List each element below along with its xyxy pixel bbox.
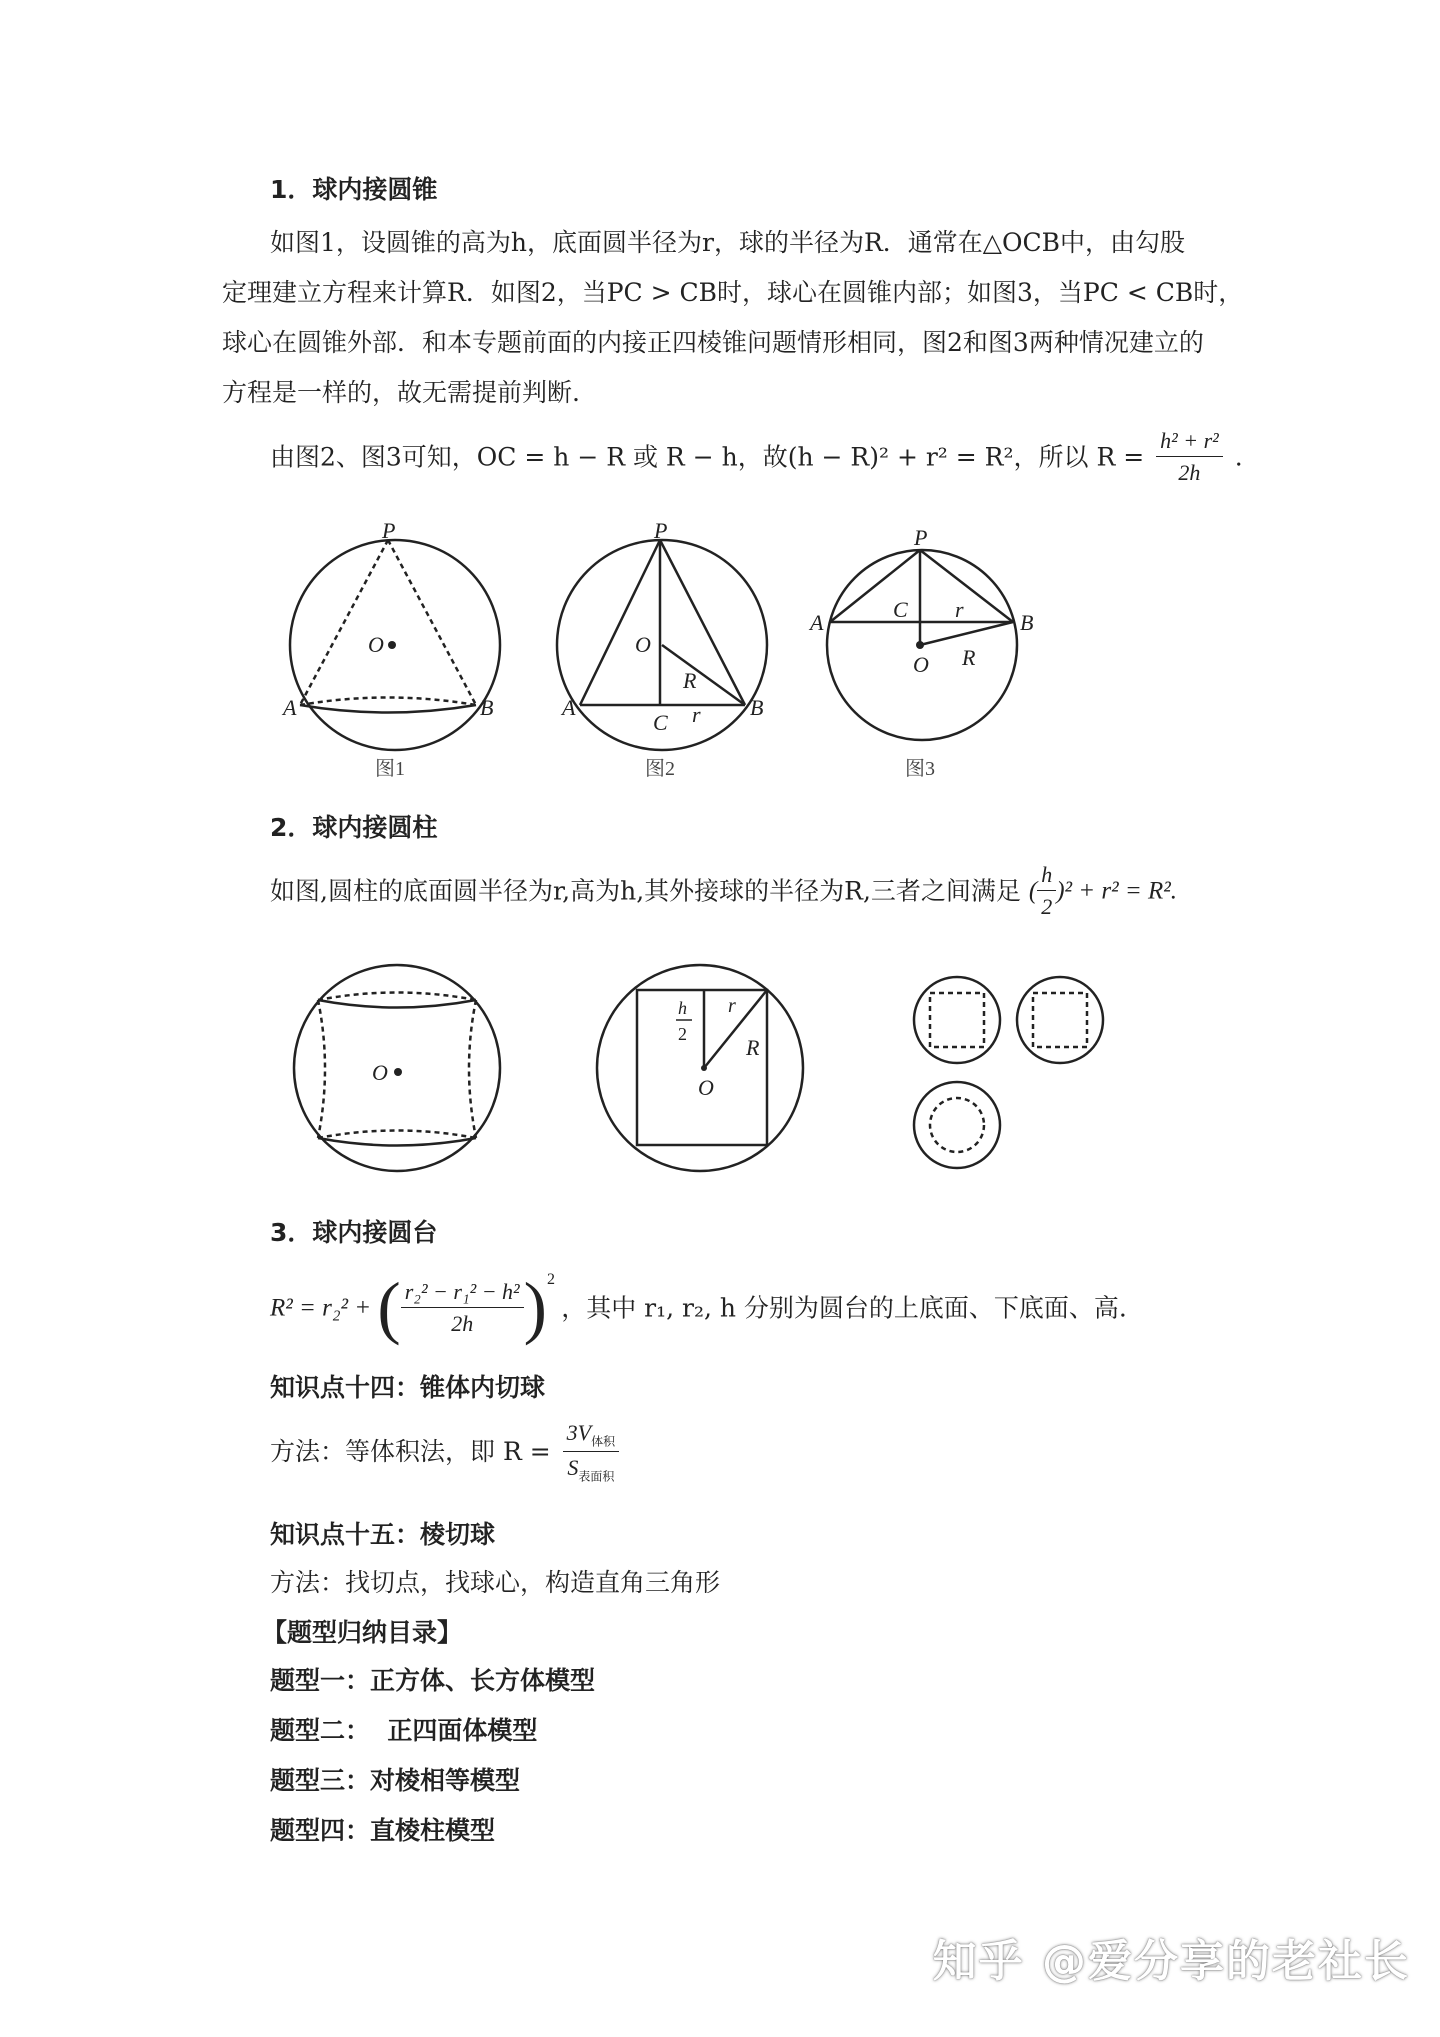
cylinder-figures	[280, 950, 1140, 1190]
fig2-radius	[662, 645, 745, 705]
fraction-numerator: h	[1037, 862, 1056, 891]
cyl-fig1-center-dot	[394, 1068, 402, 1076]
cyl-fig3-dashed-square-1	[930, 993, 984, 1047]
denominator-sub: 表面积	[578, 1469, 615, 1484]
formula-rest: )² + r² = R².	[1056, 877, 1178, 905]
fraction-numerator: h² + r²	[1156, 428, 1223, 457]
fraction-numerator: r₂² − r₁² − h²	[401, 1279, 524, 1308]
cyl-fig1-top-front	[318, 1000, 476, 1008]
cyl-fig1-right-side	[469, 1000, 476, 1138]
fig3-label-p: P	[914, 525, 928, 550]
cyl-fig2-label-two: 2	[678, 1024, 687, 1044]
cyl-fig2-label-o: O	[698, 1075, 714, 1100]
section-1-paragraph-line-3: 球心在圆锥外部．和本专题前面的内接正四棱锥问题情形相同，图2和图3两种情况建立的	[222, 328, 1204, 357]
fig3-label-r-lower: r	[955, 597, 964, 622]
fig3-label-a: A	[810, 610, 824, 635]
fig2-label-c: C	[653, 710, 668, 735]
catalog-item-2: 题型二： 正四面体模型	[270, 1716, 538, 1745]
formula-square-exponent: 2	[546, 1271, 555, 1288]
cyl-fig1-bottom-back	[318, 1131, 476, 1139]
formula-period: .	[1234, 442, 1243, 472]
fig1-base-back	[300, 698, 476, 706]
numerator-sub: 体积	[591, 1434, 616, 1449]
frustum-fraction	[401, 1279, 524, 1338]
fig3-center-dot	[916, 641, 924, 649]
cyl-fig2-sphere	[597, 965, 803, 1171]
half-height-fraction	[1037, 862, 1056, 921]
fig3-label-b: B	[1020, 610, 1034, 635]
section-1-paragraph-line-4: 方程是一样的，故无需提前判断.	[222, 378, 580, 407]
cyl-fig3-dashed-circle	[930, 1098, 984, 1152]
fig3-radius	[920, 622, 1013, 645]
section-1-heading: 1．球内接圆锥	[270, 175, 438, 204]
fig2-side-left	[580, 540, 660, 705]
section-1-formula-line	[270, 428, 1243, 487]
formula-text: 由图2、图3可知，OC = h − R 或 R − h，故(h − R)² + r² = R²，所以 R =	[270, 442, 1145, 472]
cyl-fig2-label-r-upper: R	[746, 1035, 760, 1060]
section-2-heading: 2．球内接圆柱	[270, 813, 438, 842]
fig1-center-dot	[388, 641, 396, 649]
cyl-fig1-bottom-front	[318, 1138, 476, 1146]
section-1-paragraph-line-2: 定理建立方程来计算R．如图2，当PC > CB时，球心在圆锥内部；如图3，当PC < CB时，	[222, 278, 1244, 307]
fig2-side-right	[660, 540, 745, 705]
formula-lhs: R² = r₂² +	[270, 1294, 372, 1322]
knowledge-point-15-heading: 知识点十五：棱切球	[270, 1520, 496, 1549]
cyl-fig3-circle-1	[914, 977, 1000, 1063]
formula-paren-open: (	[377, 1269, 401, 1347]
cyl-fig2-center-dot	[701, 1065, 707, 1071]
denominator-main: S	[567, 1454, 579, 1480]
section-3-heading: 3．球内接圆台	[270, 1218, 438, 1247]
fig1-label-p: P	[382, 520, 396, 543]
fig1-caption: 图1	[375, 758, 405, 780]
section-2-paragraph	[270, 862, 1177, 921]
catalog-item-3: 题型三：对棱相等模型	[270, 1766, 521, 1795]
fig3-caption: 图3	[905, 758, 935, 780]
fig2-label-r-lower: r	[692, 702, 701, 727]
cyl-fig2-label-h: h	[678, 998, 687, 1018]
fig3-label-c: C	[893, 597, 908, 622]
catalog-item-4: 题型四：直棱柱模型	[270, 1816, 496, 1845]
fraction-denominator: 2	[1041, 894, 1053, 920]
fig2-label-a: A	[562, 695, 576, 720]
fig1-label-a: A	[283, 695, 297, 720]
method-text: 方法：等体积法，即 R =	[270, 1436, 551, 1466]
cyl-fig2-label-r-lower: r	[728, 995, 736, 1017]
section-3-formula	[270, 1269, 1127, 1347]
cyl-fig3-circle-2	[1017, 977, 1103, 1063]
formula-paren-close: )	[523, 1269, 547, 1347]
cyl-fig3-circle-3	[914, 1082, 1000, 1168]
fraction-denominator: 2h	[1178, 460, 1201, 486]
fig1-cone-left	[300, 540, 388, 705]
formula-fraction	[1156, 428, 1223, 487]
catalog-item-1: 题型一：正方体、长方体模型	[270, 1666, 596, 1695]
inscribed-radius-fraction	[563, 1420, 619, 1484]
cyl-fig1-label-o: O	[372, 1060, 388, 1085]
cyl-fig1-left-side	[318, 1000, 325, 1138]
formula-open-paren: (	[1028, 877, 1038, 905]
cone-figures	[280, 520, 1060, 790]
fig2-label-o: O	[635, 632, 651, 657]
fig1-label-o: O	[368, 632, 384, 657]
knowledge-point-15-method: 方法：找切点，找球心，构造直角三角形	[270, 1568, 721, 1597]
fig3-label-o: O	[913, 652, 929, 677]
numerator-main: 3V	[566, 1420, 592, 1445]
fig2-label-b: B	[750, 695, 764, 720]
section-2-text: 如图,圆柱的底面圆半径为r,高为h,其外接球的半径为R,三者之间满足	[270, 876, 1021, 906]
cyl-fig1-top-back	[318, 993, 476, 1001]
cyl-fig3-dashed-square-2	[1033, 993, 1087, 1047]
knowledge-point-14-method	[270, 1420, 623, 1484]
fig3-label-r-upper: R	[962, 645, 976, 670]
fig2-label-r-upper: R	[683, 668, 697, 693]
fraction-denominator: 2h	[451, 1311, 474, 1337]
fig2-caption: 图2	[645, 758, 675, 780]
knowledge-point-14-heading: 知识点十四：锥体内切球	[270, 1373, 546, 1402]
fig2-label-p: P	[654, 520, 668, 543]
section-1-paragraph-line-1: 如图1，设圆锥的高为h，底面圆半径为r，球的半径为R．通常在△OCB中，由勾股	[270, 228, 1186, 257]
fig1-base-front	[300, 705, 476, 713]
fig1-label-b: B	[480, 695, 494, 720]
watermark: 知乎 @爱分享的老社长	[932, 1936, 1410, 1987]
catalog-heading: 【题型归纳目录】	[262, 1618, 463, 1647]
formula-description: ，其中 r₁, r₂, h 分别为圆台的上底面、下底面、高.	[561, 1293, 1127, 1323]
